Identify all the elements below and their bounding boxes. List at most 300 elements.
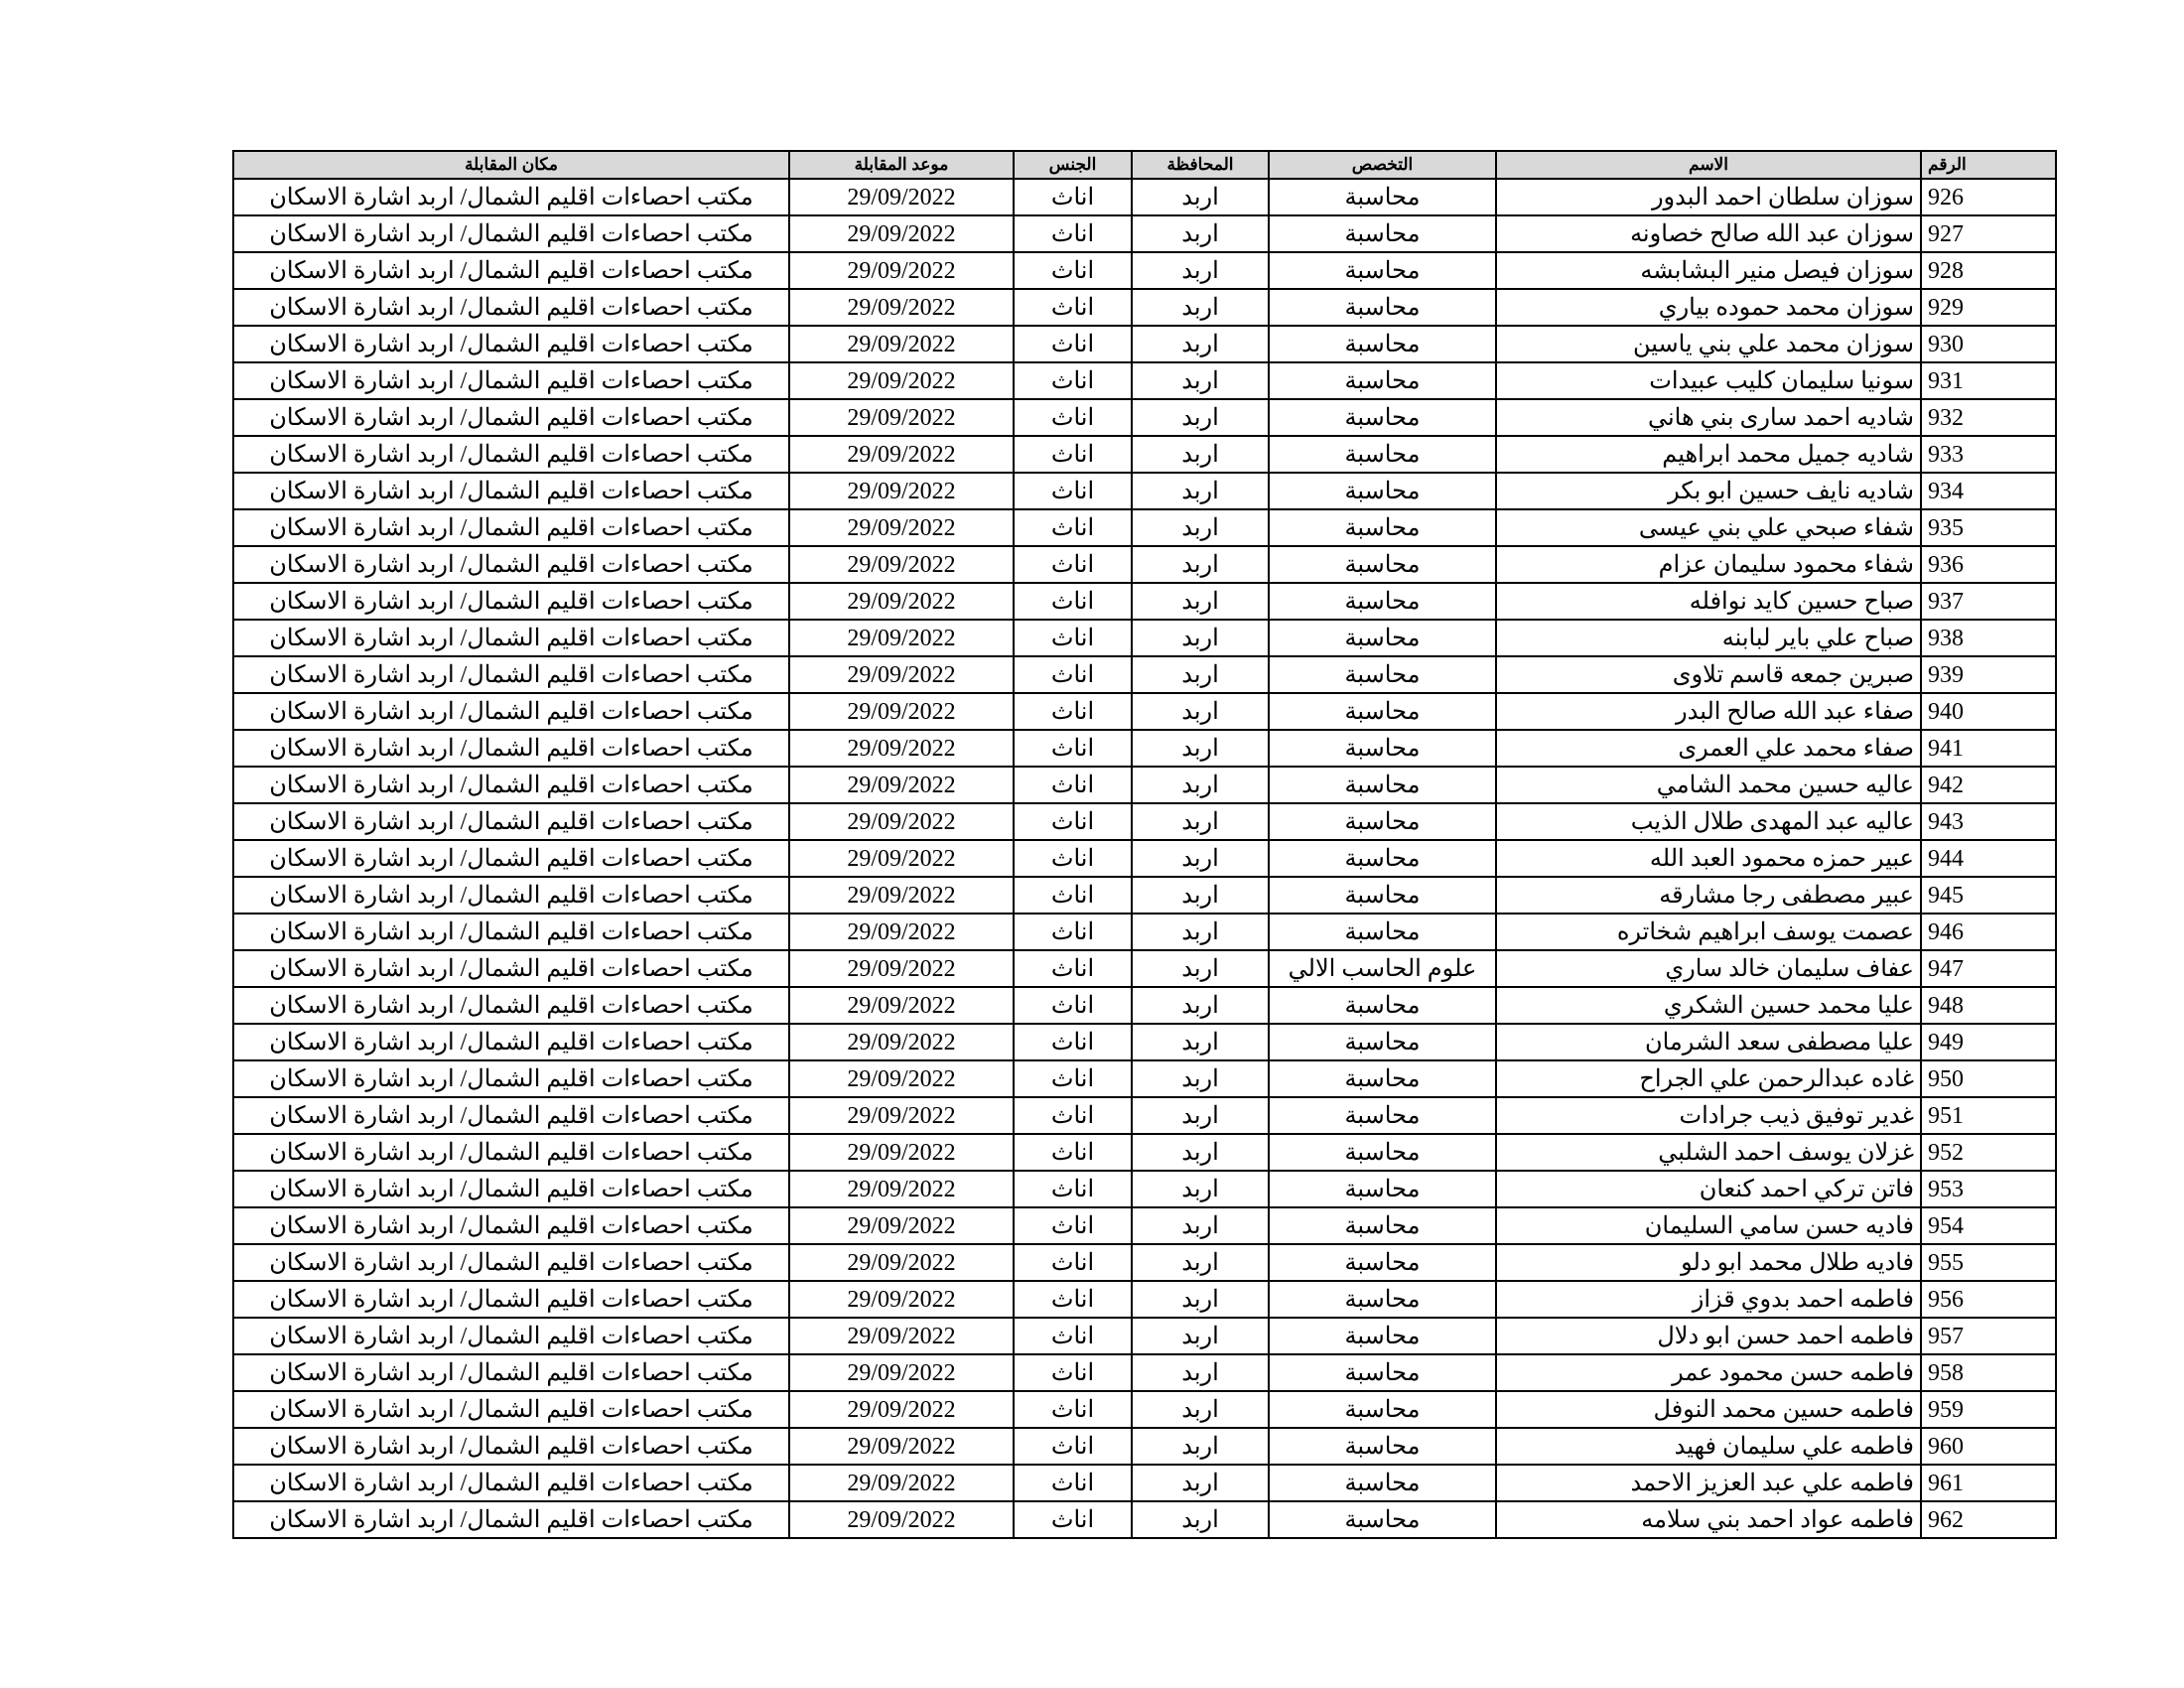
cell-interview-date: 29/09/2022 (789, 215, 1014, 252)
cell-major: محاسبة (1269, 693, 1496, 730)
cell-number: 929 (1921, 289, 2056, 326)
cell-gender: اناث (1014, 1354, 1132, 1391)
cell-major: محاسبة (1269, 1318, 1496, 1354)
table-row (233, 399, 2056, 436)
cell-governorate: اربد (1132, 840, 1269, 877)
header-interview-date: موعد المقابلة (789, 151, 1014, 179)
cell-interview-location: مكتب احصاءات اقليم الشمال/ اربد اشارة الاسكان (233, 803, 789, 840)
cell-name: سوزان فيصل منير البشابشه (1496, 252, 1921, 289)
cell-governorate: اربد (1132, 693, 1269, 730)
cell-interview-date: 29/09/2022 (789, 473, 1014, 509)
cell-interview-location: مكتب احصاءات اقليم الشمال/ اربد اشارة الاسكان (233, 1207, 789, 1244)
cell-governorate: اربد (1132, 473, 1269, 509)
cell-major: محاسبة (1269, 1134, 1496, 1171)
cell-gender: اناث (1014, 1024, 1132, 1060)
cell-name: سوزان محمد علي بني ياسين (1496, 326, 1921, 362)
cell-number: 950 (1921, 1060, 2056, 1097)
table-row (233, 730, 2056, 767)
table-row (233, 546, 2056, 583)
table-row (233, 215, 2056, 252)
cell-interview-location: مكتب احصاءات اقليم الشمال/ اربد اشارة الاسكان (233, 399, 789, 436)
cell-number: 949 (1921, 1024, 2056, 1060)
cell-interview-location: مكتب احصاءات اقليم الشمال/ اربد اشارة الاسكان (233, 1428, 789, 1465)
cell-interview-date: 29/09/2022 (789, 1244, 1014, 1281)
cell-interview-location: مكتب احصاءات اقليم الشمال/ اربد اشارة الاسكان (233, 326, 789, 362)
cell-interview-date: 29/09/2022 (789, 289, 1014, 326)
cell-gender: اناث (1014, 215, 1132, 252)
cell-number: 942 (1921, 767, 2056, 803)
header-governorate: المحافظة (1132, 151, 1269, 179)
cell-interview-location: مكتب احصاءات اقليم الشمال/ اربد اشارة الاسكان (233, 546, 789, 583)
cell-name: فاديه حسن سامي السليمان (1496, 1207, 1921, 1244)
cell-gender: اناث (1014, 1318, 1132, 1354)
table-row (233, 1171, 2056, 1207)
cell-interview-location: مكتب احصاءات اقليم الشمال/ اربد اشارة الاسكان (233, 436, 789, 473)
cell-governorate: اربد (1132, 1501, 1269, 1538)
cell-governorate: اربد (1132, 656, 1269, 693)
cell-interview-date: 29/09/2022 (789, 656, 1014, 693)
cell-name: سوزان سلطان احمد البدور (1496, 179, 1921, 215)
cell-number: 930 (1921, 326, 2056, 362)
cell-interview-location: مكتب احصاءات اقليم الشمال/ اربد اشارة الاسكان (233, 950, 789, 987)
cell-gender: اناث (1014, 656, 1132, 693)
cell-gender: اناث (1014, 1281, 1132, 1318)
cell-interview-location: مكتب احصاءات اقليم الشمال/ اربد اشارة الاسكان (233, 914, 789, 950)
cell-number: 956 (1921, 1281, 2056, 1318)
cell-number: 927 (1921, 215, 2056, 252)
cell-interview-date: 29/09/2022 (789, 1281, 1014, 1318)
cell-governorate: اربد (1132, 1244, 1269, 1281)
table-row (233, 362, 2056, 399)
table-row (233, 509, 2056, 546)
cell-number: 951 (1921, 1097, 2056, 1134)
cell-governorate: اربد (1132, 767, 1269, 803)
cell-name: فاطمه علي سليمان فهيد (1496, 1428, 1921, 1465)
table-row (233, 914, 2056, 950)
cell-interview-date: 29/09/2022 (789, 1134, 1014, 1171)
table-row (233, 583, 2056, 620)
table-row (233, 252, 2056, 289)
cell-interview-location: مكتب احصاءات اقليم الشمال/ اربد اشارة الاسكان (233, 1060, 789, 1097)
cell-governorate: اربد (1132, 399, 1269, 436)
cell-name: عبير حمزه محمود العبد الله (1496, 840, 1921, 877)
cell-gender: اناث (1014, 1171, 1132, 1207)
cell-governorate: اربد (1132, 1318, 1269, 1354)
cell-gender: اناث (1014, 1501, 1132, 1538)
table-row (233, 326, 2056, 362)
cell-name: فاطمه احمد بدوي قزاز (1496, 1281, 1921, 1318)
cell-gender: اناث (1014, 620, 1132, 656)
cell-name: فاتن تركي احمد كنعان (1496, 1171, 1921, 1207)
interview-schedule-table (232, 150, 2057, 1539)
cell-governorate: اربد (1132, 1465, 1269, 1501)
cell-interview-date: 29/09/2022 (789, 1060, 1014, 1097)
cell-major: محاسبة (1269, 767, 1496, 803)
cell-number: 961 (1921, 1465, 2056, 1501)
cell-number: 943 (1921, 803, 2056, 840)
cell-major: محاسبة (1269, 1060, 1496, 1097)
cell-governorate: اربد (1132, 252, 1269, 289)
cell-gender: اناث (1014, 693, 1132, 730)
cell-major: محاسبة (1269, 1244, 1496, 1281)
cell-name: فاطمه حسين محمد النوفل (1496, 1391, 1921, 1428)
table-row (233, 1134, 2056, 1171)
header-number: الرقم (1921, 151, 2056, 179)
cell-gender: اناث (1014, 399, 1132, 436)
cell-interview-date: 29/09/2022 (789, 950, 1014, 987)
cell-major: محاسبة (1269, 730, 1496, 767)
table-body (233, 179, 2056, 1538)
cell-number: 938 (1921, 620, 2056, 656)
cell-governorate: اربد (1132, 987, 1269, 1024)
cell-interview-location: مكتب احصاءات اقليم الشمال/ اربد اشارة الاسكان (233, 877, 789, 914)
cell-interview-location: مكتب احصاءات اقليم الشمال/ اربد اشارة الاسكان (233, 1318, 789, 1354)
cell-major: محاسبة (1269, 546, 1496, 583)
cell-interview-location: مكتب احصاءات اقليم الشمال/ اربد اشارة الاسكان (233, 252, 789, 289)
cell-name: صبرين جمعه قاسم تلاوى (1496, 656, 1921, 693)
header-name: الاسم (1496, 151, 1921, 179)
table-row (233, 840, 2056, 877)
cell-interview-location: مكتب احصاءات اقليم الشمال/ اربد اشارة الاسكان (233, 1281, 789, 1318)
cell-gender: اناث (1014, 436, 1132, 473)
cell-governorate: اربد (1132, 1428, 1269, 1465)
cell-major: محاسبة (1269, 1207, 1496, 1244)
cell-interview-location: مكتب احصاءات اقليم الشمال/ اربد اشارة الاسكان (233, 1501, 789, 1538)
table-row (233, 693, 2056, 730)
cell-governorate: اربد (1132, 803, 1269, 840)
cell-interview-location: مكتب احصاءات اقليم الشمال/ اربد اشارة الاسكان (233, 1024, 789, 1060)
cell-governorate: اربد (1132, 215, 1269, 252)
cell-name: صباح حسين كايد نوافله (1496, 583, 1921, 620)
header-row (233, 151, 2056, 179)
cell-governorate: اربد (1132, 326, 1269, 362)
cell-name: سونيا سليمان كليب عبيدات (1496, 362, 1921, 399)
table-row (233, 1501, 2056, 1538)
cell-name: غدير توفيق ذيب جرادات (1496, 1097, 1921, 1134)
cell-gender: اناث (1014, 1060, 1132, 1097)
cell-major: محاسبة (1269, 179, 1496, 215)
cell-gender: اناث (1014, 1097, 1132, 1134)
cell-major: محاسبة (1269, 1391, 1496, 1428)
cell-interview-date: 29/09/2022 (789, 1097, 1014, 1134)
cell-major: محاسبة (1269, 436, 1496, 473)
cell-major: محاسبة (1269, 399, 1496, 436)
cell-number: 937 (1921, 583, 2056, 620)
cell-gender: اناث (1014, 473, 1132, 509)
cell-governorate: اربد (1132, 1207, 1269, 1244)
cell-governorate: اربد (1132, 362, 1269, 399)
cell-interview-location: مكتب احصاءات اقليم الشمال/ اربد اشارة الاسكان (233, 509, 789, 546)
cell-major: محاسبة (1269, 840, 1496, 877)
cell-name: عبير مصطفى رجا مشارقه (1496, 877, 1921, 914)
cell-name: عليا مصطفى سعد الشرمان (1496, 1024, 1921, 1060)
cell-major: محاسبة (1269, 1501, 1496, 1538)
cell-interview-date: 29/09/2022 (789, 803, 1014, 840)
cell-governorate: اربد (1132, 1097, 1269, 1134)
cell-gender: اناث (1014, 583, 1132, 620)
cell-major: محاسبة (1269, 1024, 1496, 1060)
table-row (233, 1060, 2056, 1097)
cell-governorate: اربد (1132, 1024, 1269, 1060)
cell-interview-date: 29/09/2022 (789, 1428, 1014, 1465)
cell-major: محاسبة (1269, 509, 1496, 546)
cell-interview-date: 29/09/2022 (789, 914, 1014, 950)
cell-name: غاده عبدالرحمن علي الجراح (1496, 1060, 1921, 1097)
cell-gender: اناث (1014, 252, 1132, 289)
table-row (233, 1391, 2056, 1428)
cell-major: محاسبة (1269, 620, 1496, 656)
cell-number: 928 (1921, 252, 2056, 289)
cell-interview-date: 29/09/2022 (789, 1465, 1014, 1501)
cell-gender: اناث (1014, 289, 1132, 326)
table-header (233, 151, 2056, 179)
cell-interview-location: مكتب احصاءات اقليم الشمال/ اربد اشارة الاسكان (233, 1465, 789, 1501)
cell-name: فاطمه عواد احمد بني سلامه (1496, 1501, 1921, 1538)
cell-name: فاطمه علي عبد العزيز الاحمد (1496, 1465, 1921, 1501)
cell-gender: اناث (1014, 1207, 1132, 1244)
cell-governorate: اربد (1132, 1134, 1269, 1171)
cell-number: 962 (1921, 1501, 2056, 1538)
cell-major: علوم الحاسب الالي (1269, 950, 1496, 987)
table-row (233, 877, 2056, 914)
cell-number: 960 (1921, 1428, 2056, 1465)
table-row (233, 436, 2056, 473)
cell-major: محاسبة (1269, 362, 1496, 399)
cell-name: صفاء عبد الله صالح البدر (1496, 693, 1921, 730)
cell-number: 933 (1921, 436, 2056, 473)
cell-gender: اناث (1014, 914, 1132, 950)
cell-major: محاسبة (1269, 987, 1496, 1024)
cell-number: 946 (1921, 914, 2056, 950)
cell-interview-date: 29/09/2022 (789, 693, 1014, 730)
cell-number: 939 (1921, 656, 2056, 693)
cell-interview-date: 29/09/2022 (789, 509, 1014, 546)
cell-major: محاسبة (1269, 289, 1496, 326)
cell-gender: اناث (1014, 1465, 1132, 1501)
cell-interview-location: مكتب احصاءات اقليم الشمال/ اربد اشارة الاسكان (233, 1354, 789, 1391)
cell-number: 926 (1921, 179, 2056, 215)
cell-name: شاديه احمد سارى بني هاني (1496, 399, 1921, 436)
cell-interview-location: مكتب احصاءات اقليم الشمال/ اربد اشارة الاسكان (233, 1171, 789, 1207)
cell-interview-date: 29/09/2022 (789, 179, 1014, 215)
cell-interview-date: 29/09/2022 (789, 399, 1014, 436)
table-row (233, 1465, 2056, 1501)
cell-governorate: اربد (1132, 179, 1269, 215)
cell-number: 947 (1921, 950, 2056, 987)
table-row (233, 1244, 2056, 1281)
cell-name: عاليه حسين محمد الشامي (1496, 767, 1921, 803)
cell-governorate: اربد (1132, 1354, 1269, 1391)
cell-interview-date: 29/09/2022 (789, 583, 1014, 620)
header-major: التخصص (1269, 151, 1496, 179)
cell-number: 957 (1921, 1318, 2056, 1354)
table-row (233, 656, 2056, 693)
cell-gender: اناث (1014, 950, 1132, 987)
cell-number: 945 (1921, 877, 2056, 914)
cell-name: عفاف سليمان خالد ساري (1496, 950, 1921, 987)
cell-interview-location: مكتب احصاءات اقليم الشمال/ اربد اشارة الاسكان (233, 693, 789, 730)
cell-number: 953 (1921, 1171, 2056, 1207)
cell-gender: اناث (1014, 1244, 1132, 1281)
cell-name: عاليه عبد المهدى طلال الذيب (1496, 803, 1921, 840)
table-row (233, 620, 2056, 656)
table-row (233, 179, 2056, 215)
cell-interview-date: 29/09/2022 (789, 326, 1014, 362)
cell-interview-location: مكتب احصاءات اقليم الشمال/ اربد اشارة الاسكان (233, 767, 789, 803)
table-row (233, 289, 2056, 326)
table-row (233, 803, 2056, 840)
cell-interview-location: مكتب احصاءات اقليم الشمال/ اربد اشارة الاسكان (233, 840, 789, 877)
cell-major: محاسبة (1269, 1097, 1496, 1134)
cell-interview-location: مكتب احصاءات اقليم الشمال/ اربد اشارة الاسكان (233, 473, 789, 509)
cell-major: محاسبة (1269, 914, 1496, 950)
cell-interview-date: 29/09/2022 (789, 1024, 1014, 1060)
cell-interview-date: 29/09/2022 (789, 436, 1014, 473)
cell-major: محاسبة (1269, 1354, 1496, 1391)
table-row (233, 1097, 2056, 1134)
table-row (233, 1428, 2056, 1465)
cell-number: 948 (1921, 987, 2056, 1024)
cell-number: 955 (1921, 1244, 2056, 1281)
cell-interview-location: مكتب احصاءات اقليم الشمال/ اربد اشارة الاسكان (233, 583, 789, 620)
cell-interview-location: مكتب احصاءات اقليم الشمال/ اربد اشارة الاسكان (233, 656, 789, 693)
cell-governorate: اربد (1132, 914, 1269, 950)
cell-major: محاسبة (1269, 252, 1496, 289)
cell-interview-date: 29/09/2022 (789, 1501, 1014, 1538)
table-row (233, 767, 2056, 803)
cell-gender: اناث (1014, 509, 1132, 546)
cell-interview-date: 29/09/2022 (789, 252, 1014, 289)
cell-gender: اناث (1014, 987, 1132, 1024)
cell-major: محاسبة (1269, 215, 1496, 252)
table-row (233, 1354, 2056, 1391)
cell-name: سوزان عبد الله صالح خصاونه (1496, 215, 1921, 252)
cell-interview-location: مكتب احصاءات اقليم الشمال/ اربد اشارة الاسكان (233, 620, 789, 656)
cell-name: صفاء محمد علي العمرى (1496, 730, 1921, 767)
table-row (233, 1207, 2056, 1244)
table-row (233, 950, 2056, 987)
cell-number: 944 (1921, 840, 2056, 877)
cell-gender: اناث (1014, 326, 1132, 362)
cell-name: شاديه نايف حسين ابو بكر (1496, 473, 1921, 509)
cell-interview-date: 29/09/2022 (789, 1318, 1014, 1354)
cell-name: شاديه جميل محمد ابراهيم (1496, 436, 1921, 473)
cell-major: محاسبة (1269, 1428, 1496, 1465)
cell-name: سوزان محمد حموده بياري (1496, 289, 1921, 326)
cell-interview-date: 29/09/2022 (789, 987, 1014, 1024)
cell-interview-date: 29/09/2022 (789, 362, 1014, 399)
table-row (233, 473, 2056, 509)
cell-number: 936 (1921, 546, 2056, 583)
cell-number: 934 (1921, 473, 2056, 509)
cell-major: محاسبة (1269, 656, 1496, 693)
cell-gender: اناث (1014, 1428, 1132, 1465)
cell-interview-date: 29/09/2022 (789, 546, 1014, 583)
cell-interview-location: مكتب احصاءات اقليم الشمال/ اربد اشارة الاسكان (233, 215, 789, 252)
cell-major: محاسبة (1269, 1171, 1496, 1207)
cell-gender: اناث (1014, 546, 1132, 583)
cell-major: محاسبة (1269, 803, 1496, 840)
table-row (233, 987, 2056, 1024)
cell-governorate: اربد (1132, 436, 1269, 473)
cell-name: فاديه طلال محمد ابو دلو (1496, 1244, 1921, 1281)
cell-number: 958 (1921, 1354, 2056, 1391)
cell-gender: اناث (1014, 730, 1132, 767)
cell-major: محاسبة (1269, 473, 1496, 509)
cell-major: محاسبة (1269, 1281, 1496, 1318)
cell-governorate: اربد (1132, 1281, 1269, 1318)
cell-governorate: اربد (1132, 546, 1269, 583)
cell-interview-location: مكتب احصاءات اقليم الشمال/ اربد اشارة الاسكان (233, 1391, 789, 1428)
cell-governorate: اربد (1132, 620, 1269, 656)
cell-interview-location: مكتب احصاءات اقليم الشمال/ اربد اشارة الاسكان (233, 1097, 789, 1134)
table-row (233, 1318, 2056, 1354)
cell-gender: اناث (1014, 803, 1132, 840)
cell-governorate: اربد (1132, 1391, 1269, 1428)
cell-gender: اناث (1014, 362, 1132, 399)
cell-number: 935 (1921, 509, 2056, 546)
cell-interview-date: 29/09/2022 (789, 1207, 1014, 1244)
cell-major: محاسبة (1269, 326, 1496, 362)
cell-interview-location: مكتب احصاءات اقليم الشمال/ اربد اشارة الاسكان (233, 987, 789, 1024)
cell-gender: اناث (1014, 179, 1132, 215)
cell-interview-date: 29/09/2022 (789, 1354, 1014, 1391)
cell-interview-location: مكتب احصاءات اقليم الشمال/ اربد اشارة الاسكان (233, 362, 789, 399)
cell-interview-location: مكتب احصاءات اقليم الشمال/ اربد اشارة الاسكان (233, 179, 789, 215)
cell-name: فاطمه احمد حسن ابو دلال (1496, 1318, 1921, 1354)
cell-governorate: اربد (1132, 289, 1269, 326)
cell-name: صباح علي باير لبابنه (1496, 620, 1921, 656)
cell-interview-location: مكتب احصاءات اقليم الشمال/ اربد اشارة الاسكان (233, 1134, 789, 1171)
cell-major: محاسبة (1269, 583, 1496, 620)
cell-governorate: اربد (1132, 877, 1269, 914)
cell-governorate: اربد (1132, 1171, 1269, 1207)
cell-number: 941 (1921, 730, 2056, 767)
cell-name: عليا محمد حسين الشكري (1496, 987, 1921, 1024)
cell-interview-date: 29/09/2022 (789, 1391, 1014, 1428)
cell-name: شفاء صبحي علي بني عيسى (1496, 509, 1921, 546)
cell-name: فاطمه حسن محمود عمر (1496, 1354, 1921, 1391)
cell-governorate: اربد (1132, 583, 1269, 620)
table-row (233, 1281, 2056, 1318)
cell-interview-location: مكتب احصاءات اقليم الشمال/ اربد اشارة الاسكان (233, 289, 789, 326)
cell-governorate: اربد (1132, 730, 1269, 767)
cell-name: شفاء محمود سليمان عزام (1496, 546, 1921, 583)
cell-number: 959 (1921, 1391, 2056, 1428)
cell-interview-date: 29/09/2022 (789, 767, 1014, 803)
table-row (233, 1024, 2056, 1060)
cell-number: 932 (1921, 399, 2056, 436)
cell-major: محاسبة (1269, 877, 1496, 914)
cell-interview-date: 29/09/2022 (789, 620, 1014, 656)
cell-major: محاسبة (1269, 1465, 1496, 1501)
cell-governorate: اربد (1132, 950, 1269, 987)
cell-name: عصمت يوسف ابراهيم شخاتره (1496, 914, 1921, 950)
cell-governorate: اربد (1132, 509, 1269, 546)
cell-interview-date: 29/09/2022 (789, 877, 1014, 914)
cell-interview-date: 29/09/2022 (789, 1171, 1014, 1207)
cell-interview-date: 29/09/2022 (789, 730, 1014, 767)
cell-gender: اناث (1014, 1134, 1132, 1171)
cell-gender: اناث (1014, 767, 1132, 803)
cell-gender: اناث (1014, 877, 1132, 914)
cell-governorate: اربد (1132, 1060, 1269, 1097)
cell-interview-location: مكتب احصاءات اقليم الشمال/ اربد اشارة الاسكان (233, 1244, 789, 1281)
cell-gender: اناث (1014, 1391, 1132, 1428)
cell-name: غزلان يوسف احمد الشلبي (1496, 1134, 1921, 1171)
cell-number: 940 (1921, 693, 2056, 730)
cell-number: 954 (1921, 1207, 2056, 1244)
